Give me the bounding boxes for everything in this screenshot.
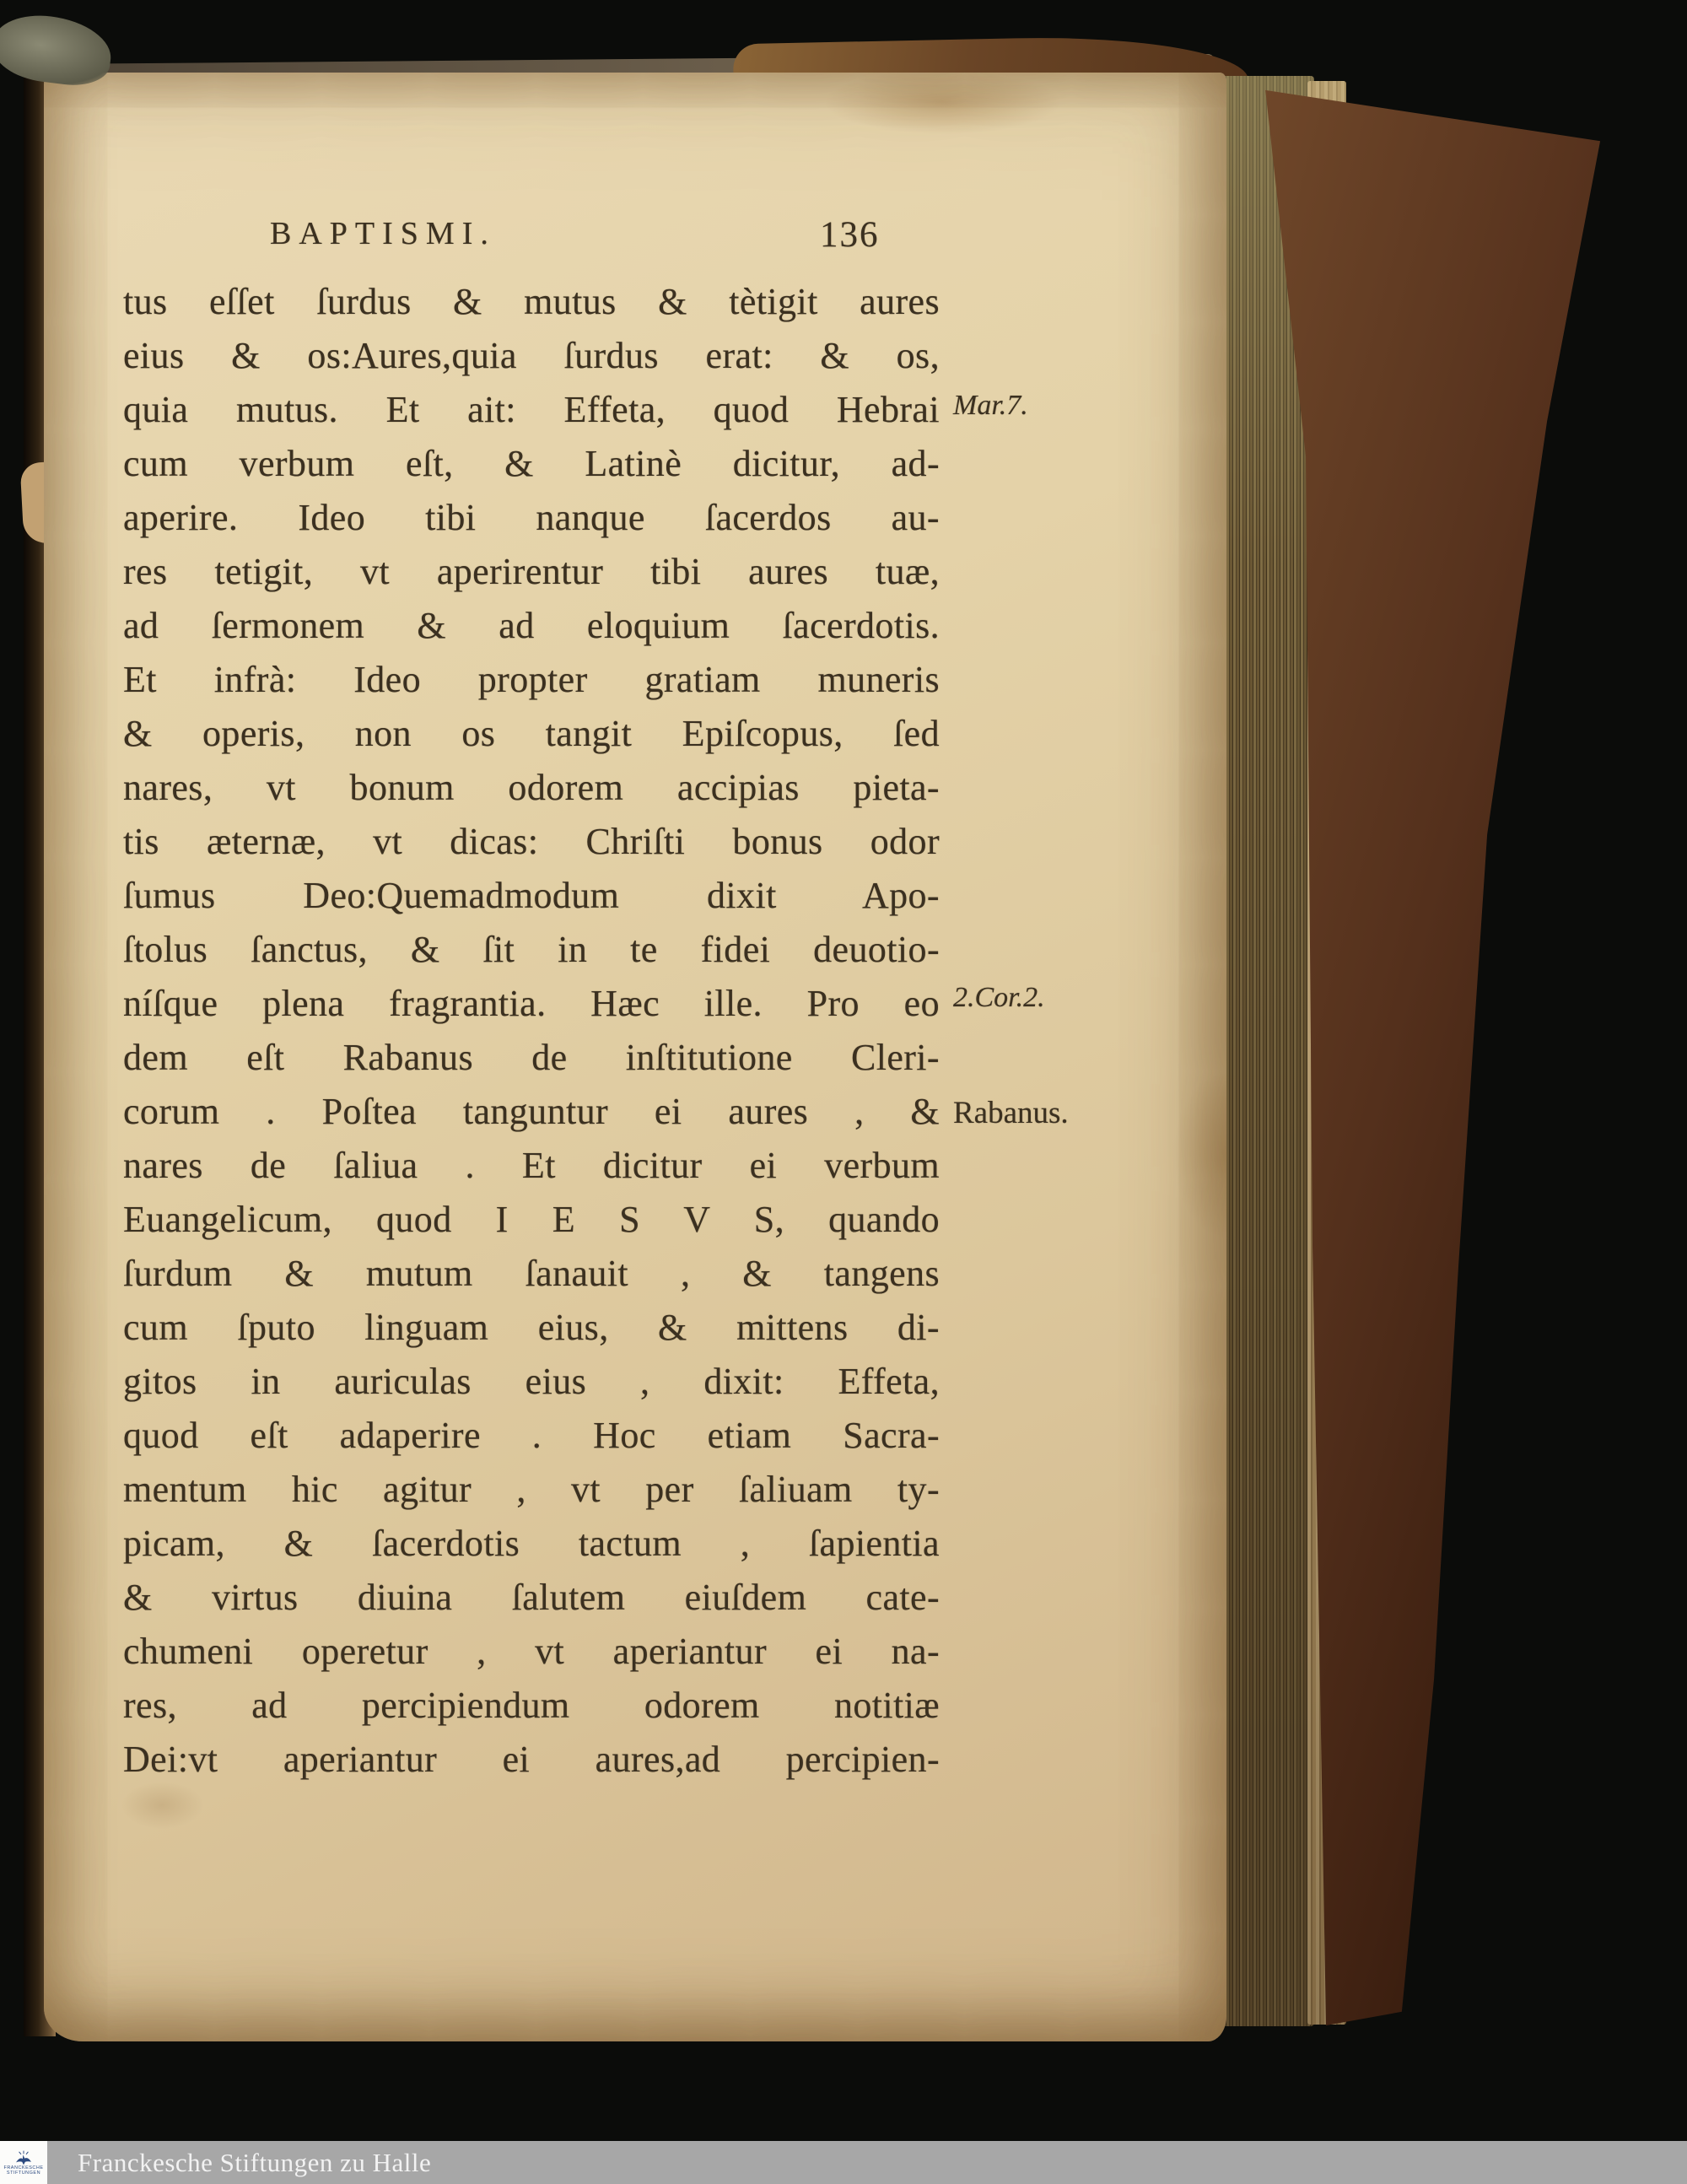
text-line: tus eſſet ſurdus & mutus & tètigit aures	[123, 281, 940, 322]
text-line: & operis, non os tangit Epiſcopus, ſed	[123, 713, 940, 754]
footer-label: Franckesche Stiftungen zu Halle	[78, 2148, 432, 2177]
margin-note: Mar.7.	[953, 390, 1028, 421]
text-line: cum ſputo linguam eius, & mittens di-	[123, 1307, 940, 1348]
text-line: gitos in auriculas eius , dixit: Effeta,	[123, 1361, 940, 1402]
text-line: nares, vt bonum odorem accipias pieta-	[123, 767, 940, 808]
text-line: res, ad percipiendum odorem notitiæ	[123, 1685, 940, 1726]
text-line: nares de ſaliua . Et dicitur ei verbum	[123, 1145, 940, 1186]
text-line: ſtolus ſanctus, & ſit in te fidei deuotio-	[123, 929, 940, 970]
text-line: tis æternæ, vt dicas: Chriſti bonus odor	[123, 821, 940, 862]
book-page	[44, 73, 1226, 2041]
text-block	[123, 275, 940, 1787]
text-line: aperire. Ideo tibi nanque ſacerdos au-	[123, 497, 940, 538]
text-line: corum . Poſtea tanguntur ei aures , &	[123, 1091, 940, 1132]
running-head: BAPTISMI.	[270, 216, 496, 251]
eagle-icon	[13, 2150, 35, 2165]
text-line: picam, & ſacerdotis tactum , ſapientia	[123, 1523, 940, 1564]
text-line: ſurdum & mutum ſanauit , & tangens	[123, 1253, 940, 1294]
text-line: mentum hic agitur , vt per ſaliuam ty-	[123, 1469, 940, 1510]
text-line: níſque plena fragrantia. Hæc ille. Pro eo	[123, 983, 940, 1024]
page-number: 136	[820, 215, 880, 255]
text-line: & virtus diuina ſalutem eiuſdem cate-	[123, 1577, 940, 1618]
text-line: eius & os:Aures,quia ſurdus erat: & os,	[123, 335, 940, 376]
text-line: quia mutus. Et ait: Effeta, quod Hebrai	[123, 389, 940, 430]
frayed-thread-tuft	[0, 10, 115, 89]
text-line: chumeni operetur , vt aperiantur ei na-	[123, 1631, 940, 1672]
text-line: ſumus Deo:Quemadmodum dixit Apo-	[123, 875, 940, 916]
text-line: Et infrà: Ideo propter gratiam muneris	[123, 659, 940, 700]
text-line: ad ſermonem & ad eloquium ſacerdotis.	[123, 605, 940, 646]
margin-note: 2.Cor.2.	[953, 982, 1045, 1013]
text-line: res tetigit, vt aperirentur tibi aures tuæ,	[123, 551, 940, 592]
text-line: dem eſt Rabanus de inſtitutione Cleri-	[123, 1037, 940, 1078]
logo-text: STIFTUNGEN	[6, 2170, 41, 2176]
text-line: Euangelicum, quod I E S V S, quando	[123, 1199, 940, 1240]
text-line: quod eſt adaperire . Hoc etiam Sacra-	[123, 1415, 940, 1456]
text-line: Dei:vt aperiantur ei aures,ad percipien-	[123, 1739, 940, 1780]
logo-text: FRANCKESCHE	[3, 2165, 44, 2171]
francke-logo	[0, 2141, 47, 2184]
margin-note: Rabanus.	[953, 1096, 1069, 1130]
text-line: cum verbum eſt, & Latinè dicitur, ad-	[123, 443, 940, 484]
